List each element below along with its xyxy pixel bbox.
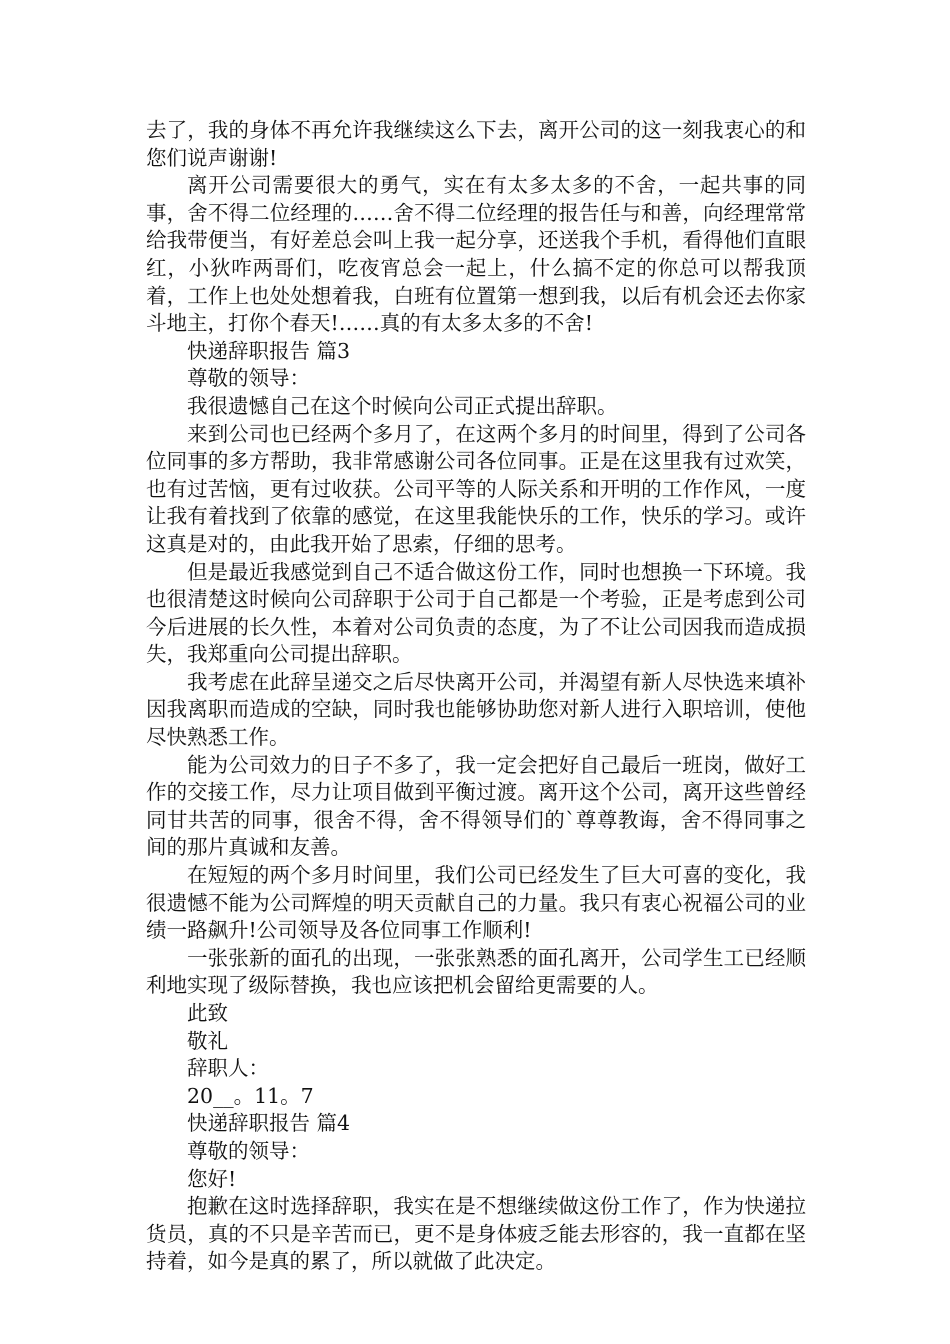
signature-date: 20__。11。7: [187, 1083, 314, 1108]
closing-regards-2: 敬礼: [187, 1028, 228, 1053]
paragraph-replacement: 一张张新的面孔的出现，一张张熟悉的面孔离开，公司学生工已经顺利地实现了级际替换，我也应该把机会留给更需要的人。: [146, 945, 806, 998]
paragraph-gratitude: 来到公司也已经两个多月了，在这两个多月的时间里，得到了公司各位同事的多方帮助，我非常感谢公司各位同事。正是在这里我有过欢笑，也有过苦恼，更有过收获。公司平等的人际关系和开明的工作作风，一度让我有着找到了依靠的感觉，在这里我能快乐的工作，快乐的学习。或许这真是对的，由此我开始了思索，仔细的思考。: [146, 421, 806, 556]
paragraph-farewell: 离开公司需要很大的勇气，实在有太多太多的不舍，一起共事的同事，舍不得二位经理的……舍不得二位经理的报告任与和善，向经理常常给我带便当，有好差总会叫上我一起分享，还送我个手机，看得他们直眼红，小狄咋两哥们，吃夜宵总会一起上，什么搞不定的你总可以帮我顶着，工作上也处处想着我，白班有位置第一想到我，以后有机会还去你家斗地主，打你个春天!……真的有太多太多的不舍!: [146, 173, 806, 336]
paragraph-apology: 抱歉在这时选择辞职，我实在是不想继续做这份工作了，作为快递拉货员，真的不只是辛苦而已，更不是身体疲乏能去形容的，我一直都在坚持着，如今是真的累了，所以就做了此决定。: [146, 1194, 806, 1274]
salutation: 尊敬的领导：: [187, 366, 310, 391]
paragraph-last-shift: 能为公司效力的日子不多了，我一定会把好自己最后一班岗，做好工作的交接工作，尽力让项目做到平衡过渡。离开这个公司，离开这些曾经同甘共苦的同事，很舍不得，舍不得领导们的`尊尊教诲，舍不得同事之间的那片真诚和友善。: [146, 752, 806, 860]
paragraph-wishes: 在短短的两个多月时间里，我们公司已经发生了巨大可喜的变化，我很遗憾不能为公司辉煌的明天贡献自己的力量。我只有衷心祝福公司的业绩一路飙升!公司领导及各位同事工作顺利!: [146, 863, 806, 943]
paragraph-continuation: 去了，我的身体不再允许我继续这么下去，离开公司的这一刻我衷心的和您们说声谢谢!: [146, 118, 806, 170]
paragraph-intro: 我很遗憾自己在这个时候向公司正式提出辞职。: [187, 393, 618, 418]
salutation-2: 尊敬的领导：: [187, 1138, 310, 1163]
section-heading-4: 快递辞职报告 篇4: [187, 1111, 351, 1136]
section-heading-3: 快递辞职报告 篇3: [187, 338, 351, 363]
greeting: 您好!: [187, 1166, 237, 1191]
signature-label: 辞职人：: [187, 1056, 269, 1081]
paragraph-handover: 我考虑在此辞呈递交之后尽快离开公司，并渴望有新人尽快选来填补因我离职而造成的空缺，同时我也能够协助您对新人进行入职培训，使他尽快熟悉工作。: [146, 669, 806, 750]
closing-regards-1: 此致: [187, 1001, 228, 1025]
paragraph-reason: 但是最近我感觉到自己不适合做这份工作，同时也想换一下环境。我也很清楚这时候向公司辞职于公司于自己都是一个考验，正是考虑到公司今后进展的长久性，本着对公司负责的态度，为了不让公司因我而造成损失，我郑重向公司提出辞职。: [146, 559, 806, 667]
document-page: [146, 117, 806, 1276]
